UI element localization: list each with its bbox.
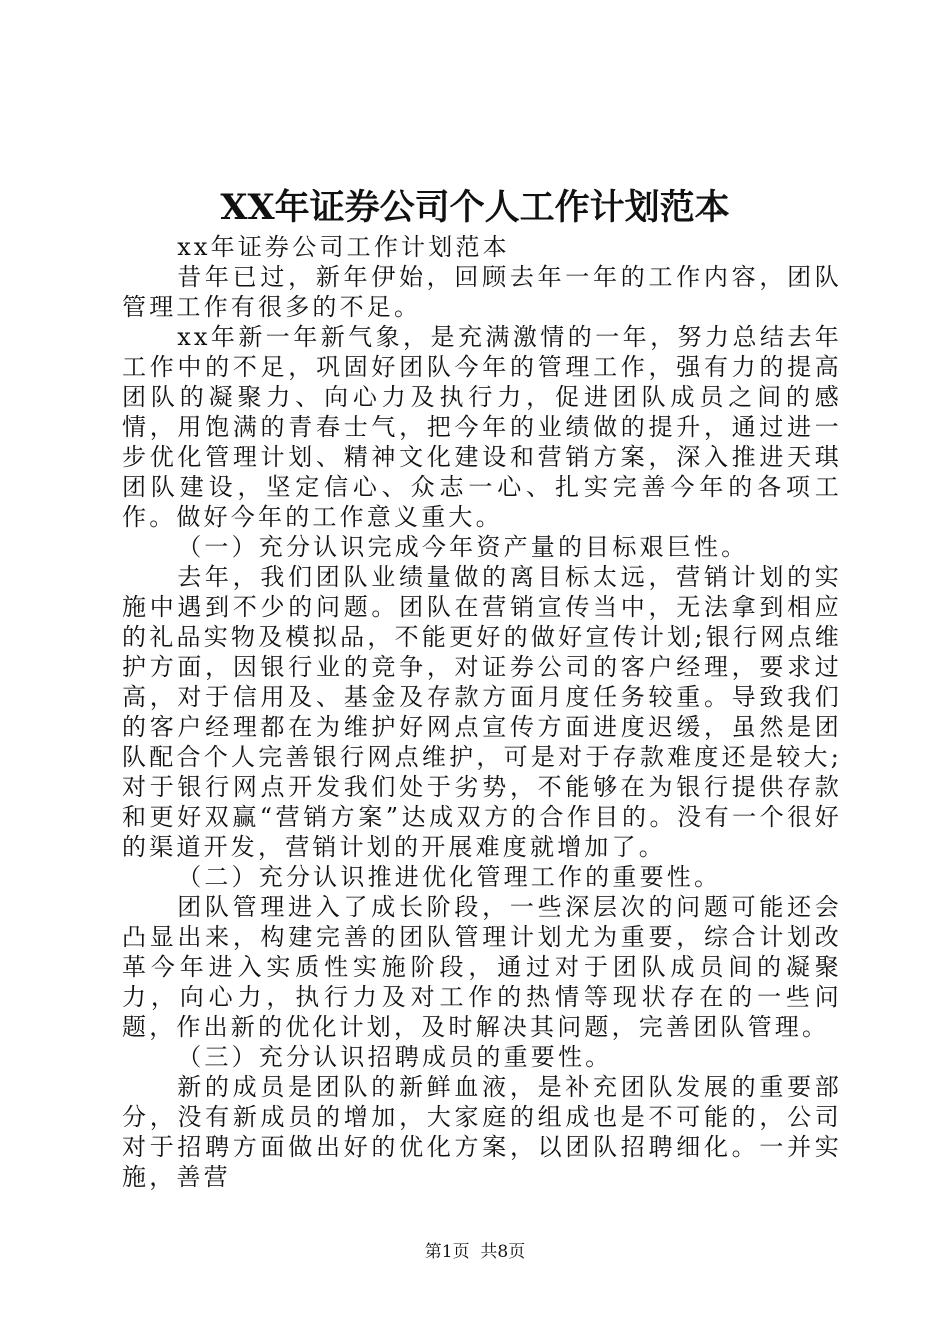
paragraph-section-3: 新的成员是团队的新鲜血液，是补充团队发展的重要部分，没有新成员的增加，大家庭的组成也是不可能的，公司对于招聘方面做出好的优化方案，以团队招聘细化。一并实施，善营 [122,1073,842,1191]
document-body [122,232,842,1192]
paragraph-subtitle: xx年证券公司工作计划范本 [177,233,510,261]
page-total: 共8页 [480,1242,526,1262]
page-number: 第1页 [424,1242,470,1262]
section-heading-3: （三）充分认识招聘成员的重要性。 [177,1043,613,1071]
page-footer [0,1240,950,1264]
document-title: XX年证券公司个人工作计划范本 [220,187,730,228]
paragraph-section-1: 去年，我们团队业绩量做的离目标太远，营销计划的实施中遇到不少的问题。团队在营销宣传当中，无法拿到相应的礼品实物及模拟品，不能更好的做好宣传计划;银行网点维护方面，因银行业的竞争，对证券公司的客户经理，要求过高，对于信用及、基金及存款方面月度任务较重。导致我们的客户经理都在为维护好网点宣传方面进度迟缓，虽然是团队配合个人完善银行网点维护，可是对于存款难度还是较大;对于银行网点开发我们处于劣势，不能够在为银行提供存款和更好双赢“营销方案”达成双方的合作目的。没有一个很好的渠道开发，营销计划的开展难度就增加了。 [122,563,842,861]
paragraph-new-year: xx年新一年新气象，是充满激情的一年，努力总结去年工作中的不足，巩固好团队今年的管理工作，强有力的提高团队的凝聚力、向心力及执行力，促进团队成员之间的感情，用饱满的青春士气，把今年的业绩做的提升，通过进一步优化管理计划、精神文化建设和营销方案，深入推进天琪团队建设，坚定信心、众志一心、扎实完善今年的各项工作。做好今年的工作意义重大。 [122,323,842,531]
paragraph-intro: 昔年已过，新年伊始，回顾去年一年的工作内容，团队管理工作有很多的不足。 [122,263,842,321]
section-heading-1: （一）充分认识完成今年资产量的目标艰巨性。 [177,533,749,561]
section-heading-2: （二）充分认识推进优化管理工作的重要性。 [177,863,722,891]
paragraph-section-2: 团队管理进入了成长阶段，一些深层次的问题可能还会凸显出来，构建完善的团队管理计划尤为重要，综合计划改革今年进入实质性实施阶段，通过对于团队成员间的凝聚力，向心力，执行力及对工作的热情等现状存在的一些问题，作出新的优化计划，及时解决其问题，完善团队管理。 [122,893,842,1041]
